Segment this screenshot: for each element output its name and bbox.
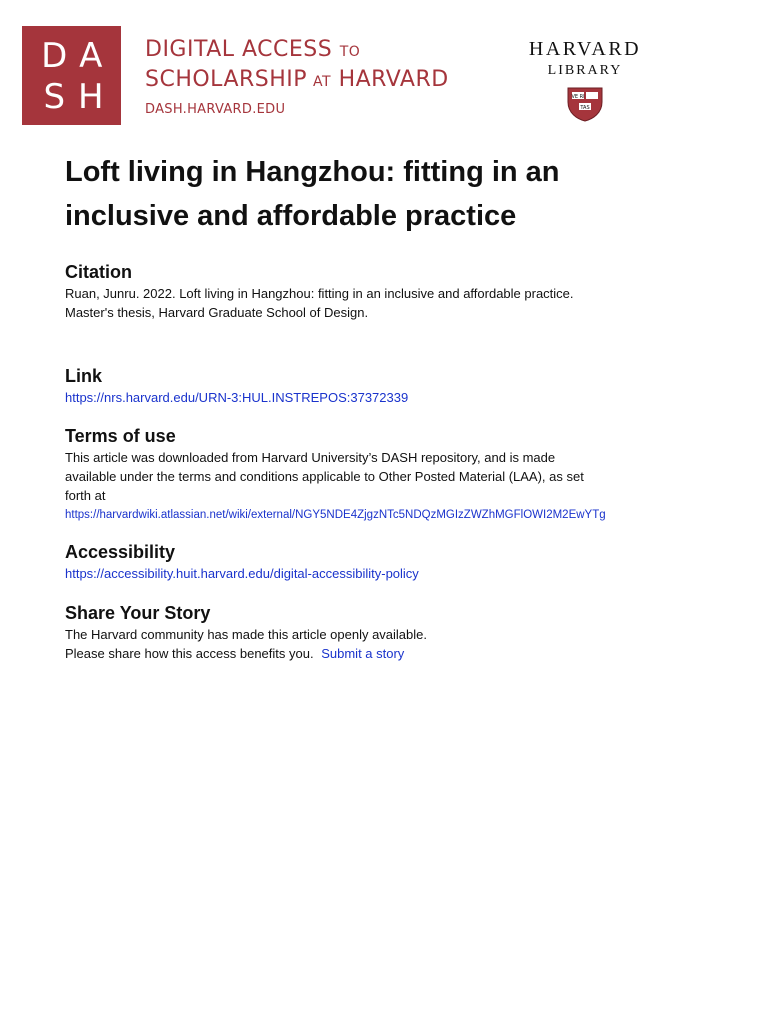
page-title-line2: inclusive and affordable practice bbox=[65, 200, 517, 232]
share-text-line2: Please share how this access benefits you. Submit a story bbox=[65, 646, 405, 661]
dash-wordmark-line2: SCHOLARSHIP AT HARVARD bbox=[145, 67, 449, 92]
terms-text-line2: available under the terms and conditions applicable to Other Posted Material (LAA), as set bbox=[65, 469, 584, 484]
handle-link[interactable]: https://nrs.harvard.edu/URN-3:HUL.INSTREPOS:37372339 bbox=[65, 390, 409, 405]
accessibility-section bbox=[65, 540, 715, 583]
terms-heading: Terms of use bbox=[65, 426, 176, 446]
citation-heading: Citation bbox=[65, 262, 132, 282]
dash-logo-letter: D bbox=[41, 36, 68, 77]
shield-text-top: VE RI bbox=[571, 94, 585, 100]
submit-story-link[interactable]: Submit a story bbox=[321, 646, 405, 661]
dash-url: DASH.HARVARD.EDU bbox=[145, 102, 286, 117]
shield-text-bottom: TAS bbox=[580, 105, 590, 111]
citation-text-line2: Master's thesis, Harvard Graduate School of Design. bbox=[65, 305, 369, 320]
dash-logo-letter: S bbox=[43, 76, 66, 117]
terms-link[interactable]: https://harvardwiki.atlassian.net/wiki/external/NGY5NDE4ZjgzNTc5NDQzMGIzZWZhMGFlOWI2M2EwYTg bbox=[65, 509, 606, 521]
citation-text-line1: Ruan, Junru. 2022. Loft living in Hangzhou: fitting in an inclusive and affordable practice. bbox=[65, 286, 574, 301]
harvard-name: HARVARD bbox=[528, 38, 642, 60]
share-section bbox=[65, 601, 715, 663]
link-section bbox=[65, 364, 715, 407]
harvard-library-logo bbox=[505, 38, 665, 122]
share-text-line1: The Harvard community has made this article openly available. bbox=[65, 627, 428, 642]
terms-section bbox=[65, 424, 715, 525]
harvard-shield-icon bbox=[566, 86, 604, 122]
dash-wordmark-line1: DIGITAL ACCESS TO bbox=[145, 37, 361, 62]
dash-logo-letter: H bbox=[77, 76, 104, 117]
page-title-line1: Loft living in Hangzhou: fitting in an bbox=[65, 156, 560, 188]
dash-logo bbox=[22, 26, 121, 125]
link-heading: Link bbox=[65, 366, 103, 386]
terms-text-line1: This article was downloaded from Harvard University’s DASH repository, and is made bbox=[65, 450, 556, 465]
harvard-library-label: LIBRARY bbox=[547, 63, 623, 78]
citation-section bbox=[65, 260, 715, 322]
accessibility-heading: Accessibility bbox=[65, 542, 176, 562]
terms-text-line3: forth at bbox=[65, 488, 106, 503]
dash-logo-letter: A bbox=[79, 36, 103, 77]
share-heading: Share Your Story bbox=[65, 603, 211, 623]
dash-wordmark bbox=[145, 36, 449, 120]
accessibility-link[interactable]: https://accessibility.huit.harvard.edu/digital-accessibility-policy bbox=[65, 566, 419, 581]
page-title bbox=[65, 150, 705, 238]
